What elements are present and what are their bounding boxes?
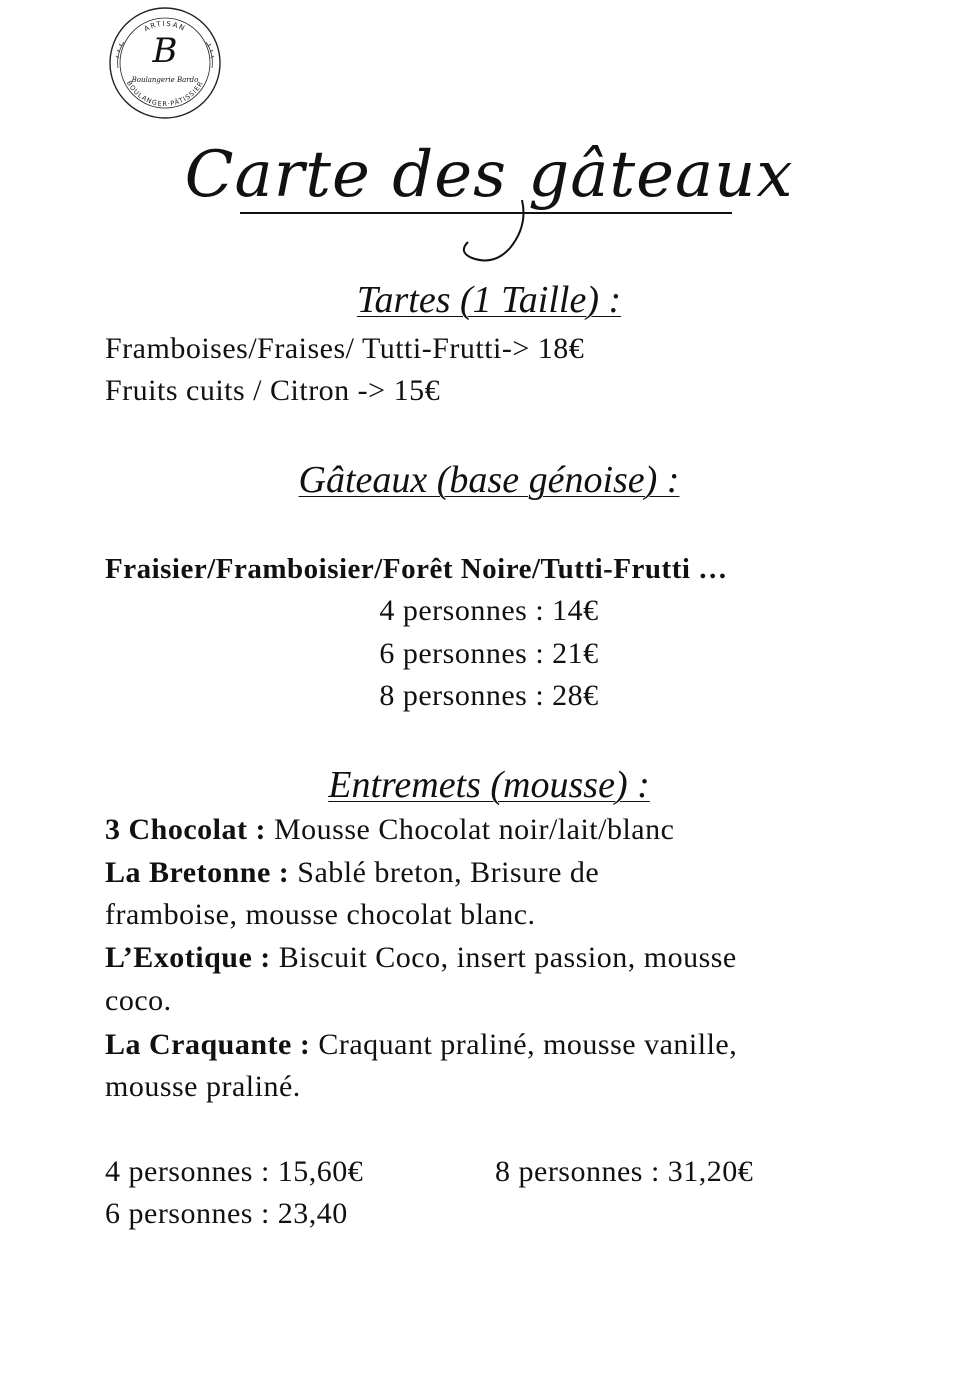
bakery-logo (108, 6, 222, 120)
entremets-item-2-desc: Sablé breton, Brisure de (289, 856, 600, 889)
logo-script-name: Boulangerie Bardo (131, 76, 199, 84)
entremets-item-2 (105, 856, 599, 890)
entremets-item-4-desc-cont: mousse praliné. (105, 1070, 301, 1103)
entremets-item-1 (105, 813, 674, 847)
entremets-item-4-name: La Craquante : (105, 1028, 311, 1061)
logo-monogram: B (152, 31, 178, 71)
entremets-item-4-desc: Craquant praliné, mousse vanille, (310, 1028, 738, 1061)
gateaux-price-8: 8 personnes : 28€ (379, 679, 599, 712)
gateaux-price-4: 4 personnes : 14€ (379, 594, 599, 627)
gateaux-price-6: 6 personnes : 21€ (379, 637, 599, 670)
entremets-item-3 (105, 941, 737, 975)
entremets-price-8: 8 personnes : 31,20€ (495, 1155, 754, 1188)
tartes-heading: Tartes (1 Taille) : (356, 279, 622, 321)
gateaux-heading: Gâteaux (base génoise) : (298, 459, 680, 501)
tartes-line-2: Fruits cuits / Citron -> 15€ (105, 374, 441, 407)
entremets-item-3-desc: Biscuit Coco, insert passion, mousse (270, 941, 737, 974)
entremets-item-4 (105, 1028, 737, 1062)
entremets-heading: Entremets (mousse) : (328, 764, 650, 806)
entremets-item-3-desc-cont: coco. (105, 984, 172, 1017)
entremets-item-2-name: La Bretonne : (105, 856, 290, 889)
tartes-line-1: Framboises/Fraises/ Tutti-Frutti-> 18€ (105, 332, 585, 365)
page-title: Carte des gâteaux (184, 138, 794, 212)
entremets-item-3-name: L’Exotique : (105, 941, 271, 974)
logo-bottom-text: BOULANGER·PÂTISSIER (124, 79, 206, 108)
entremets-price-6: 6 personnes : 23,40 (105, 1197, 348, 1230)
entremets-item-1-name: 3 Chocolat : (105, 813, 266, 846)
logo-top-text: ARTISAN (142, 19, 188, 34)
entremets-item-1-desc: Mousse Chocolat noir/lait/blanc (265, 813, 675, 846)
gateaux-flavors: Fraisier/Framboisier/Forêt Noire/Tutti-Frutti … (105, 553, 728, 585)
entremets-price-4: 4 personnes : 15,60€ (105, 1155, 364, 1188)
title-swash-decoration (450, 196, 550, 272)
entremets-item-2-desc-cont: framboise, mousse chocolat blanc. (105, 898, 536, 931)
